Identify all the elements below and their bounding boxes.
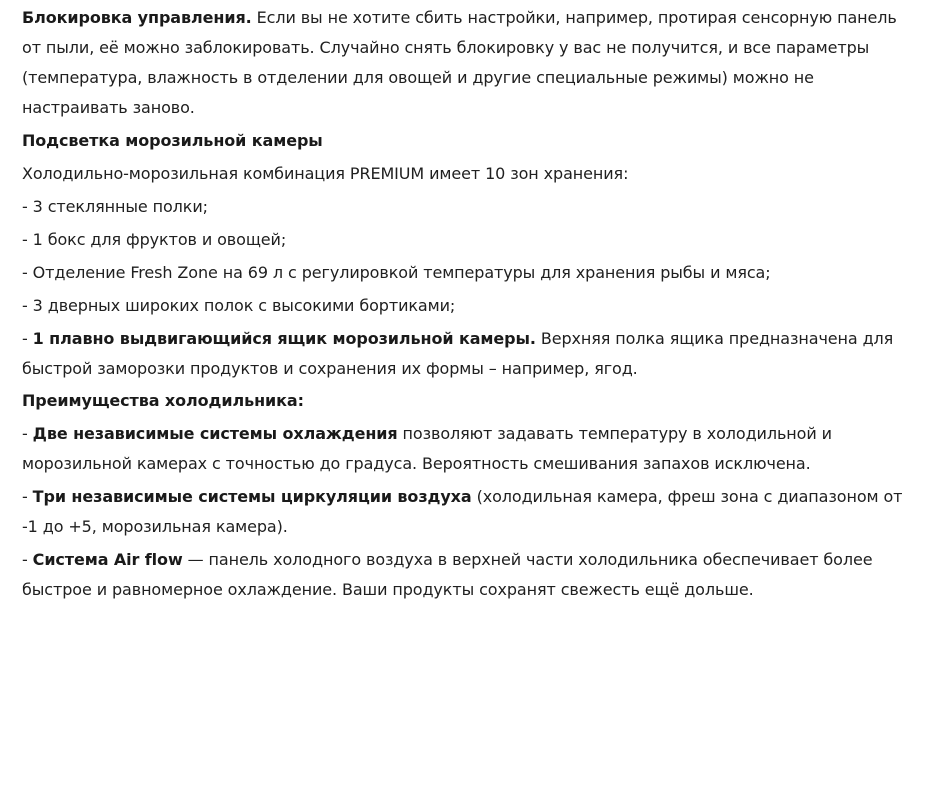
advantage-prefix: - — [22, 424, 33, 443]
freezer-light-heading: Подсветка морозильной камеры — [22, 131, 323, 150]
advantage-text: позволяют задавать температуру в холодильной и морозильной камерах с точностью до градуса. Вероятность смешивания запахов исключена. — [22, 424, 832, 473]
paragraph-control-lock — [22, 3, 915, 123]
advantage-text: (холодильная камера, фреш зона с диапазоном от -1 до +5, морозильная камера). — [22, 487, 903, 536]
advantage-prefix: - — [22, 487, 33, 506]
storage-zones-intro: Холодильно-морозильная комбинация PREMIUM имеет 10 зон хранения: — [22, 164, 629, 183]
drawer-title: 1 плавно выдвигающийся ящик морозильной камеры. — [32, 329, 536, 348]
advantage-title: Три независимые системы циркуляции воздуха — [32, 487, 472, 506]
drawer-prefix: - — [22, 329, 33, 348]
list-item: - 1 бокс для фруктов и овощей; — [22, 230, 287, 249]
drawer-text: Верхняя полка ящика предназначена для быстрой заморозки продуктов и сохранения их формы – например, ягод. — [22, 329, 894, 378]
list-item: - Отделение Fresh Zone на 69 л с регулировкой температуры для хранения рыбы и мяса; — [22, 263, 771, 282]
advantage-item-air-flow — [22, 545, 915, 605]
list-item: - 3 стеклянные полки; — [22, 197, 208, 216]
advantage-prefix: - — [22, 550, 33, 569]
advantages-heading: Преимущества холодильника: — [22, 391, 304, 410]
control-lock-title: Блокировка управления. — [22, 8, 252, 27]
advantage-text: — панель холодного воздуха в верхней части холодильника обеспечивает более быстрое и равномерное охлаждение. Ваши продукты сохранят свежесть ещё дольше. — [22, 550, 873, 599]
advantage-item-cooling — [22, 419, 915, 479]
article-body — [0, 3, 937, 605]
advantage-title: Две независимые системы охлаждения — [32, 424, 398, 443]
advantage-item-air-circulation — [22, 482, 915, 542]
list-item-freezer-drawer — [22, 324, 915, 384]
list-item: - 3 дверных широких полок с высокими бортиками; — [22, 296, 456, 315]
control-lock-text: Если вы не хотите сбить настройки, например, протирая сенсорную панель от пыли, её можно заблокировать. Случайно снять блокировку у вас не получится, и все параметры (температура, влажность в отделении для овощей и другие специальные режимы) можно не настраивать заново. — [22, 8, 897, 117]
advantage-title: Система Air flow — [32, 550, 183, 569]
